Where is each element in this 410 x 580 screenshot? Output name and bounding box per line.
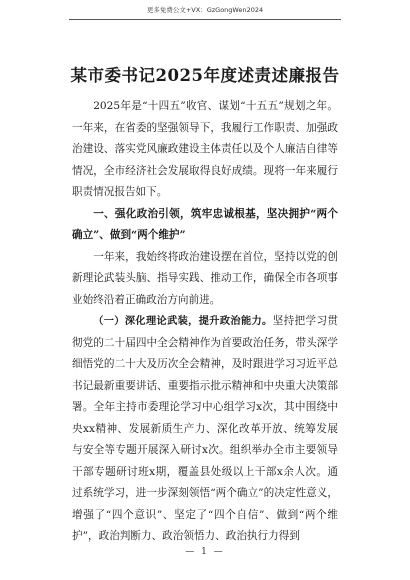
- header-divider: [69, 19, 341, 20]
- document-title: 某市委书记2025年度述责述廉报告: [70, 66, 340, 85]
- watermark-banner: 更多免费公文+VX：GzGongWen2024: [146, 6, 264, 14]
- page-number: — 1 —: [185, 547, 225, 557]
- intro-paragraph: 2025年是“十四五”收官、谋划“十五五”规划之年。一年来，在省委的坚强领导下，我履行工作职责、加强政治建设、落实党风廉政建设主体责任以及个人廉洁自律等情况，全市经济社会发展取得良好成绩。现将一年来履行职责情况报告如下。: [72, 100, 338, 198]
- section-1-heading: 一、强化政治引领，筑牢忠诚根基，坚决拥护“两个确立”、做到“两个维护”: [72, 207, 338, 241]
- subsection-1-paragraph: [72, 311, 338, 548]
- section-1-paragraph: 一年来，我始终将政治建设摆在首位，坚持以党的创新理论武装头脑、指导实践、推动工作，确保全市各项事业始终沿着正确政治方向前进。: [72, 250, 338, 306]
- subsection-1-heading: （一）深化理论武装，提升政治能力。: [93, 316, 273, 327]
- document-body: [72, 96, 338, 548]
- subsection-1-body: 坚持把学习贯彻党的二十届四中全会精神作为首要政治任务，带头深学细悟党的二十大及历次全会精神，及时跟进学习习近平总书记最新重要讲话、重要指示批示精神和中央重大决策部署。全年主持市委理论学习中心组学习x次，其中围绕中央xx精神、发展新质生产力、深化改革开放、统筹发展与安全等专题开展深入研讨x次。组织举办全市主要领导干部专题研讨班x期，覆盖县处级以上干部x余人次。通过系统学习，进一步深刻领悟“两个确立”的决定性意义，增强了“四个意识”、坚定了“四个自信”、做到“两个维护”，政治判断力、政治领悟力、政治执行力得到: [72, 315, 339, 542]
